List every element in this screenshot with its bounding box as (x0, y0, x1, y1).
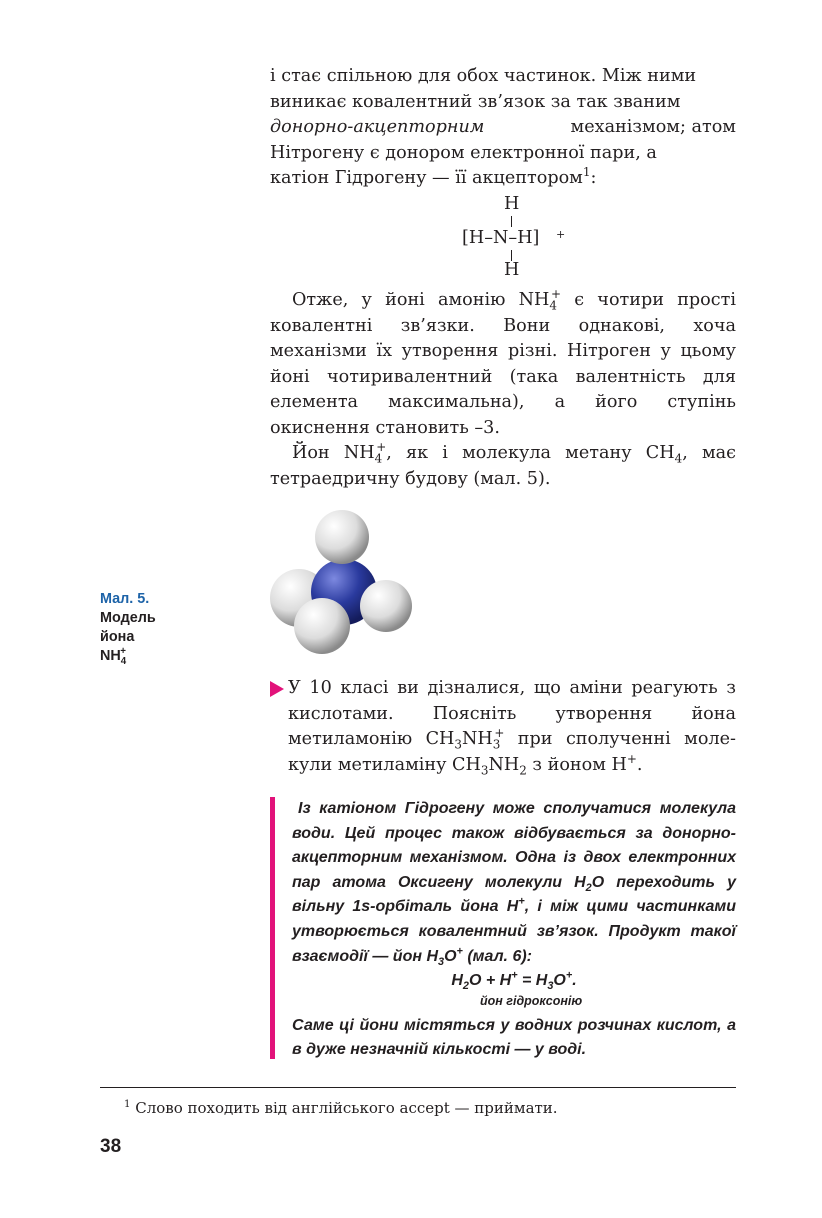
footnote: $^1$ Слово походить від англійського accept — приймати. (124, 1099, 558, 1117)
box-final-sentence: Саме ці йони містяться у водних розчинах кислот, а в дуже незначній кількості — у воді. (292, 1016, 736, 1059)
page-number: 38 (100, 1136, 122, 1157)
info-box-text: Із катіоном Гідрогену може сполучатися молекула води. Цей процес також відбувається за донорно-акцепторним механізмом. Одна із двох електронних пар атома Оксигену молекули $H_2O$ переходить у вільну 1s-орбіталь йона H+, і між цими частинками утворюється ковалентний зв’язок. Продукт такої взаємодії — йон $H_3O^+$ (мал. 6): $H_2O + H^+ = H_3O^+$. йон гідроксонію Саме ці йони містяться у водних розчинах кислот, а в дуже незначній кількості — у воді. (292, 797, 736, 1063)
para1-line2: виникає ковалентний зв’язок за так званим (270, 91, 681, 112)
para1-line5: катіон Гідрогену — її акцептором (270, 168, 583, 189)
ammonium-structural-formula (462, 194, 582, 286)
paragraph-tetrahedral: Йон $NH_4^+$, як і молекула метану $CH_4$, має тетраедричну будову (мал. 5). (270, 440, 736, 489)
hydrogen-atom-right (360, 580, 412, 632)
task-arrow-icon (270, 681, 284, 697)
formula-charge: + (556, 228, 566, 241)
ammonium-ion-model-image (262, 510, 422, 660)
figure-caption (100, 590, 164, 666)
hydrogen-atom-bottom (294, 598, 350, 654)
bond-top (511, 216, 512, 227)
paragraph-ammonium-bonds: Отже, у йоні амонію $NH_4^+$ є чотири прості ковалентні зв’язки. Вони однакові, хоча механізми їх утворення різні. Нітроген у цьому йоні чотиривалентний (така валентність для елемента максимальна), а його ступінь окиснення становить –3. (270, 287, 736, 438)
para1-line4: Нітрогену є донором електронної пари, а (270, 142, 657, 163)
italic-term: донорно-акцепторним (270, 117, 485, 138)
caption-line2: йона $NH_4^+$ (100, 629, 135, 667)
para1-line3: механізмом; атом (570, 117, 736, 138)
info-box (270, 797, 736, 1059)
hydronium-equation: $H_2O + H^+ = H_3O^+$. (451, 969, 577, 993)
figure-number: Мал. 5. (100, 591, 150, 607)
formula-top-h: H (504, 194, 520, 214)
formula-bottom-h: H (504, 260, 520, 280)
formula-middle: [H–N–H] (462, 228, 540, 248)
equation-note: йон гідроксонію (480, 993, 583, 1008)
caption-line1: Модель (100, 610, 156, 626)
footnote-divider (100, 1087, 736, 1088)
footnote-ref: 1 (582, 165, 591, 180)
paragraph-intro: і стає спільною для обох частинок. Між ними виникає ковалентний зв’язок за так званим донорно-акцепторним механізмом; атом Нітрогену є донором електронної пари, а катіон Гідрогену — її акцептором$^1$: (270, 66, 736, 189)
task-block (270, 676, 736, 778)
info-box-accent-bar (270, 797, 275, 1059)
hydrogen-atom-top (315, 510, 369, 564)
task-text: У 10 класі ви дізналися, що аміни реагують з кислотами. Поясніть утворення йона метиламонію $CH_3NH_3^+$ при сполученні молекули метиламіну $CH_3NH_2$ з йоном H+. (288, 678, 736, 778)
para1-line1: і стає спільною для обох частинок. Між ними (270, 66, 697, 86)
